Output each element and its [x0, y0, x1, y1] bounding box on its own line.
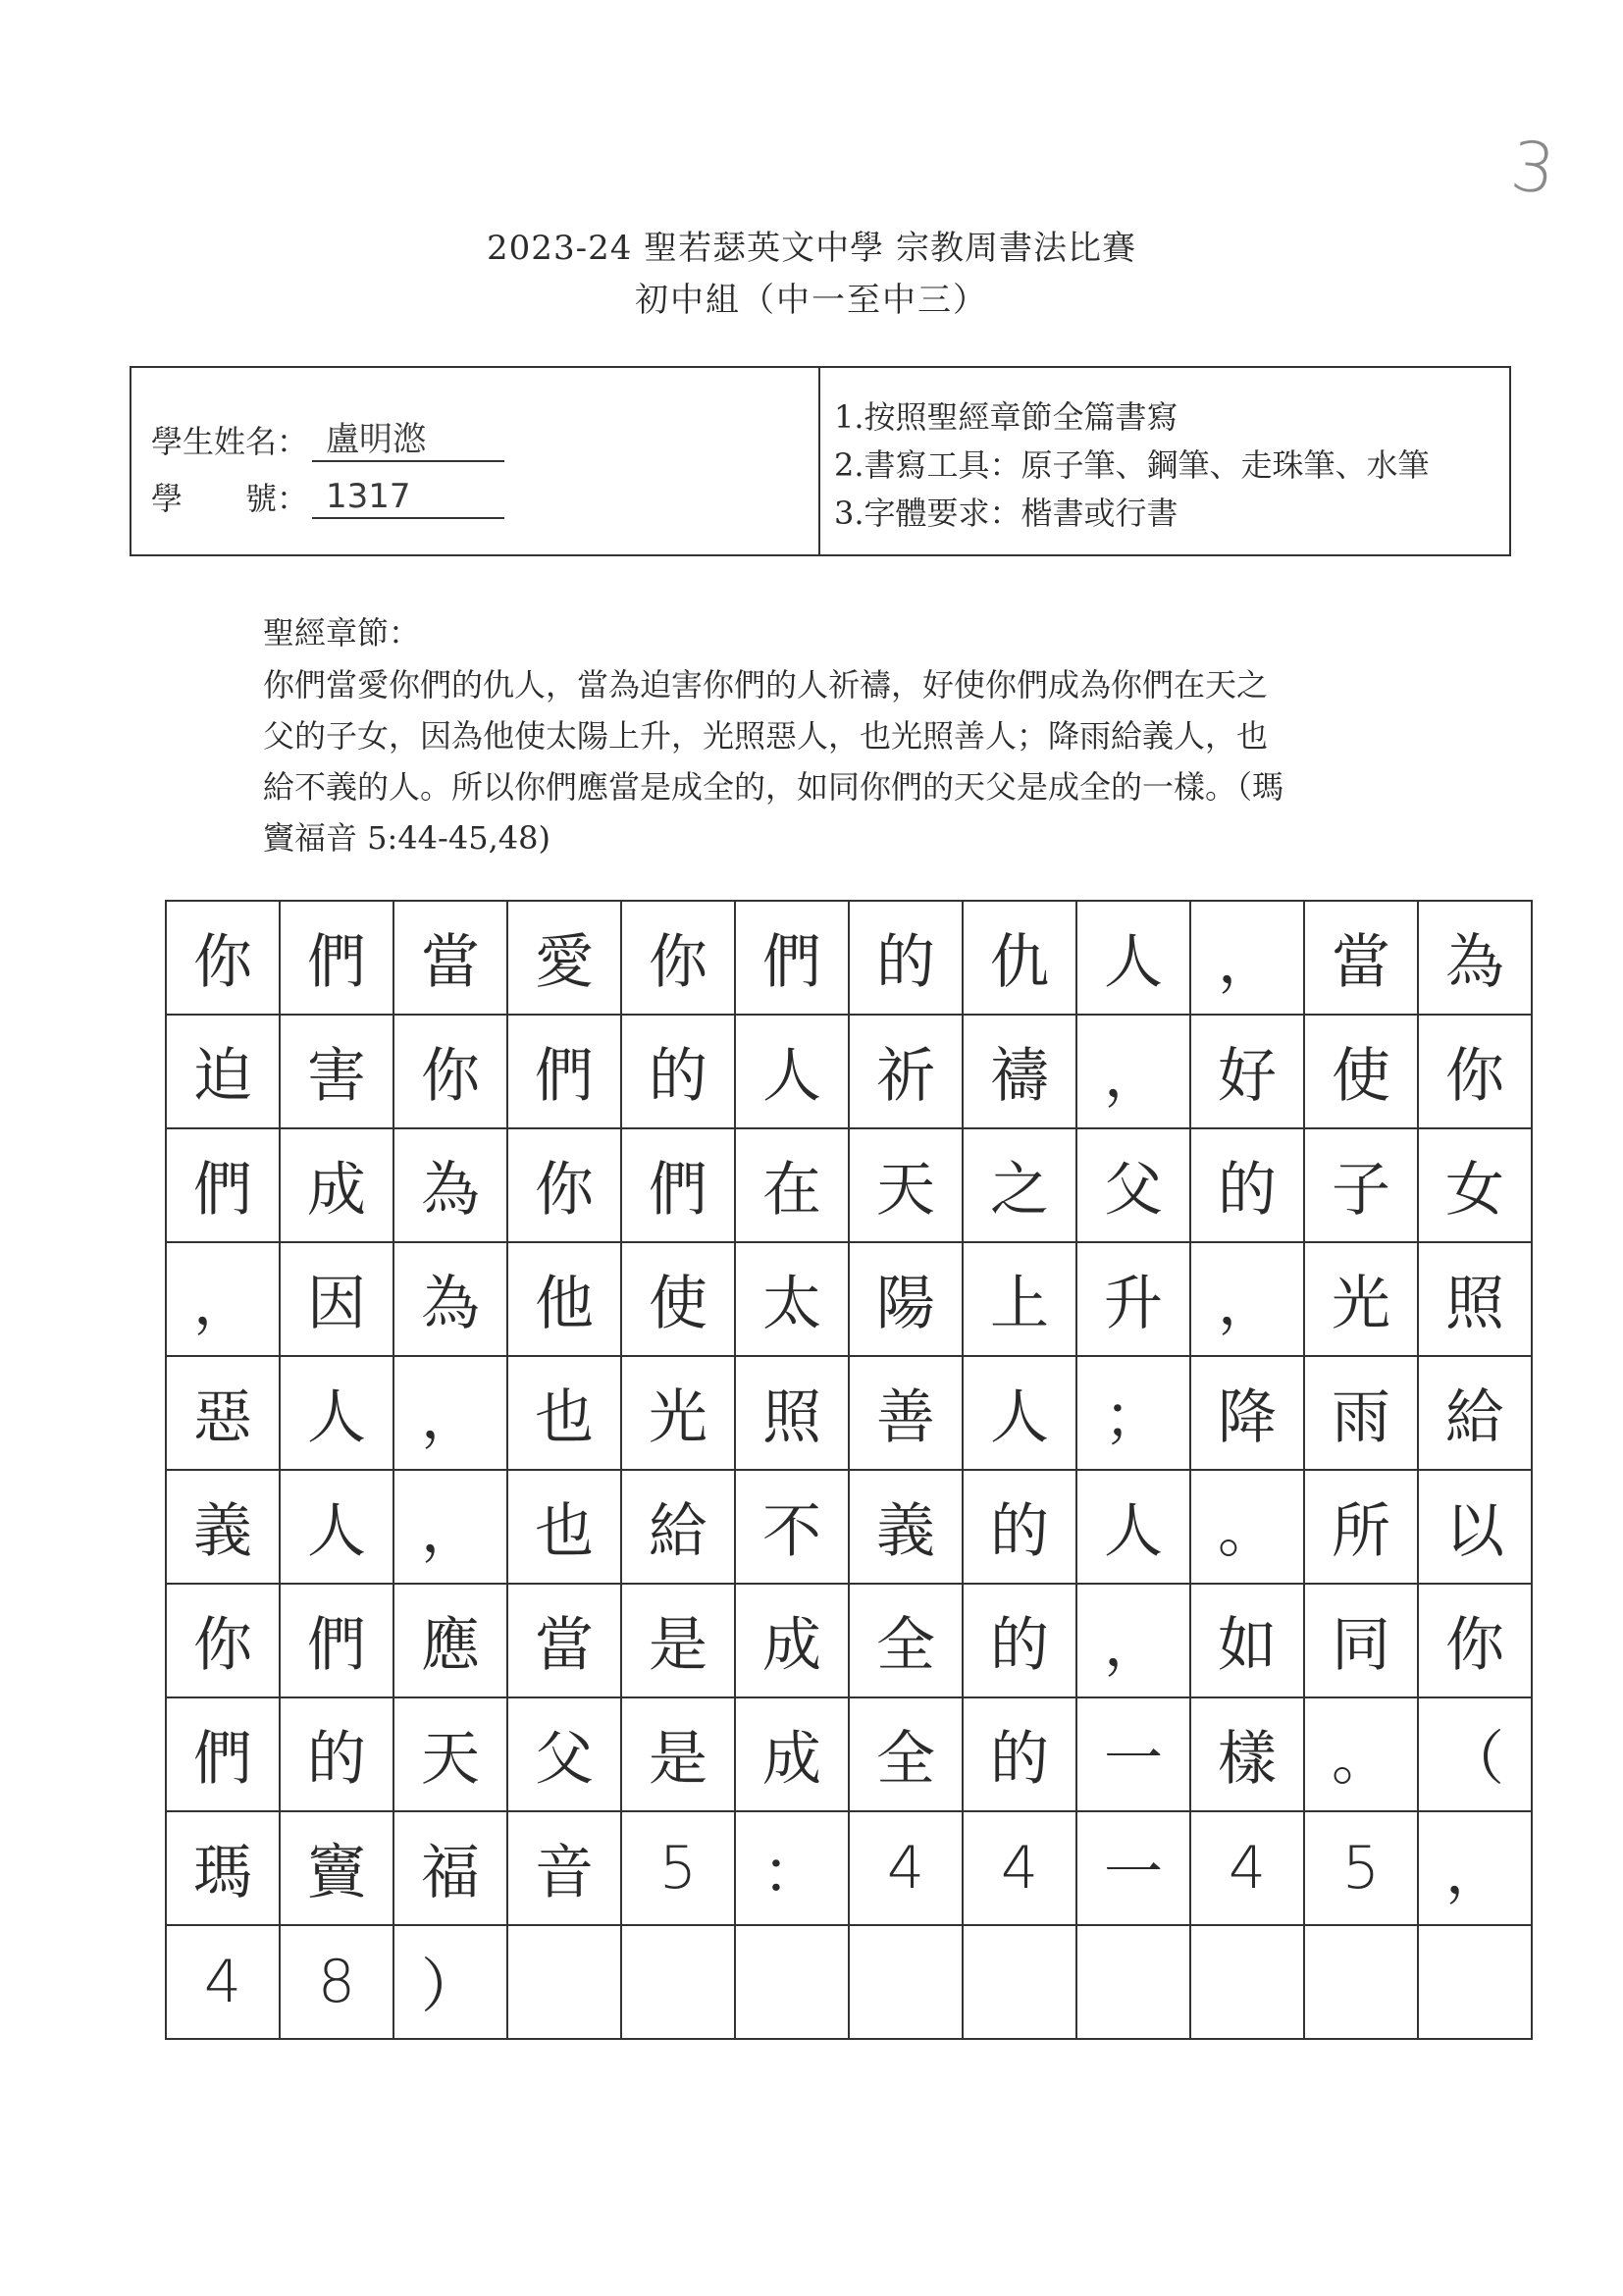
grid-cell: 為 — [1418, 901, 1532, 1015]
grid-cell: 人 — [280, 1470, 393, 1584]
grid-cell: 的 — [1190, 1128, 1304, 1242]
grid-cell: 你 — [1418, 1015, 1532, 1128]
grid-cell: 全 — [849, 1584, 963, 1697]
grid-cell: ， — [1190, 901, 1304, 1015]
grid-cell: 光 — [1304, 1242, 1418, 1356]
grid-cell: 愛 — [507, 901, 621, 1015]
grid-row — [166, 1811, 1532, 1925]
grid-cell: 當 — [1304, 901, 1418, 1015]
info-box — [130, 366, 1511, 556]
grid-cell: 4 — [849, 1811, 963, 1925]
grid-cell: 的 — [621, 1015, 735, 1128]
writing-grid — [165, 900, 1533, 2040]
grid-row — [166, 1242, 1532, 1356]
grid-cell: 他 — [507, 1242, 621, 1356]
grid-cell: 人 — [735, 1015, 849, 1128]
page-subtitle: 初中組（中一至中三） — [635, 281, 988, 320]
grid-cell: ） — [393, 1925, 507, 2039]
grid-cell: 的 — [849, 901, 963, 1015]
grid-cell: 為 — [393, 1242, 507, 1356]
grid-cell: 。 — [1304, 1697, 1418, 1811]
grid-cell: 5 — [621, 1811, 735, 1925]
grid-cell: 的 — [963, 1584, 1076, 1697]
grid-cell: ， — [393, 1356, 507, 1470]
grid-cell: 的 — [963, 1697, 1076, 1811]
grid-row — [166, 1925, 1532, 2039]
grid-cell: 竇 — [280, 1811, 393, 1925]
grid-cell: 們 — [280, 1584, 393, 1697]
passage-label: 聖經章節： — [263, 614, 421, 652]
passage-line: 父的子女，因為他使太陽上升，光照惡人，也光照善人；降雨給義人，也 — [263, 717, 1269, 755]
grid-cell: 福 — [393, 1811, 507, 1925]
grid-row — [166, 1584, 1532, 1697]
grid-cell: 成 — [735, 1584, 849, 1697]
grid-cell: 你 — [393, 1015, 507, 1128]
grid-cell: 同 — [1304, 1584, 1418, 1697]
grid-cell: 8 — [280, 1925, 393, 2039]
passage-text — [263, 659, 1391, 863]
grid-cell: 也 — [507, 1356, 621, 1470]
grid-cell — [1304, 1925, 1418, 2039]
grid-cell: 惡 — [166, 1356, 280, 1470]
grid-cell: 人 — [280, 1356, 393, 1470]
grid-cell: 成 — [280, 1128, 393, 1242]
passage-line: 竇福音 5:44-45,48) — [263, 819, 550, 857]
rule-item: 1.按照聖經章節全篇書寫 — [834, 398, 1178, 436]
grid-cell: 義 — [166, 1470, 280, 1584]
grid-cell: 迫 — [166, 1015, 280, 1128]
grid-cell: ， — [1076, 1584, 1190, 1697]
id-row — [151, 474, 504, 519]
grid-cell: 成 — [735, 1697, 849, 1811]
grid-cell: ； — [1076, 1356, 1190, 1470]
grid-cell: 是 — [621, 1697, 735, 1811]
grid-cell: 天 — [849, 1128, 963, 1242]
grid-cell: 你 — [166, 901, 280, 1015]
grid-cell: 害 — [280, 1015, 393, 1128]
id-label: 學 號： — [151, 480, 309, 517]
rule-item: 2.書寫工具：原子筆、鋼筆、走珠筆、水筆 — [834, 446, 1430, 484]
grid-cell — [1190, 1925, 1304, 2039]
grid-cell: 的 — [280, 1697, 393, 1811]
grid-cell: 們 — [507, 1015, 621, 1128]
grid-cell: ， — [393, 1470, 507, 1584]
grid-cell: 4 — [1190, 1811, 1304, 1925]
passage-line: 你們當愛你們的仇人，當為迫害你們的人祈禱，好使你們成為你們在天之 — [263, 666, 1269, 704]
grid-cell: 父 — [507, 1697, 621, 1811]
grid-cell: 你 — [166, 1584, 280, 1697]
grid-row — [166, 1356, 1532, 1470]
grid-cell — [1418, 1925, 1532, 2039]
grid-cell: 太 — [735, 1242, 849, 1356]
grid-cell: 女 — [1418, 1128, 1532, 1242]
grid-cell: ， — [1190, 1242, 1304, 1356]
grid-cell: 升 — [1076, 1242, 1190, 1356]
grid-cell: 們 — [621, 1128, 735, 1242]
grid-cell: 們 — [735, 901, 849, 1015]
grid-cell: 樣 — [1190, 1697, 1304, 1811]
grid-row — [166, 1470, 1532, 1584]
page-title: 2023-24 聖若瑟英文中學 宗教周書法比賽 — [487, 229, 1136, 268]
grid-cell: ， — [166, 1242, 280, 1356]
grid-cell: 上 — [963, 1242, 1076, 1356]
grid-cell: 以 — [1418, 1470, 1532, 1584]
grid-cell — [1076, 1925, 1190, 2039]
grid-cell — [507, 1925, 621, 2039]
grid-cell: 們 — [166, 1697, 280, 1811]
rule-item: 3.字體要求：楷書或行書 — [834, 495, 1178, 532]
grid-cell: ， — [1076, 1015, 1190, 1128]
grid-cell: 人 — [1076, 901, 1190, 1015]
name-row — [151, 417, 504, 462]
grid-cell: 之 — [963, 1128, 1076, 1242]
grid-cell: 全 — [849, 1697, 963, 1811]
grid-cell — [963, 1925, 1076, 2039]
grid-cell: 給 — [621, 1470, 735, 1584]
passage-line: 給不義的人。所以你們應當是成全的，如同你們的天父是成全的一樣。（瑪 — [263, 768, 1284, 806]
grid-cell: 你 — [621, 901, 735, 1015]
grid-row — [166, 1697, 1532, 1811]
grid-cell: 4 — [166, 1925, 280, 2039]
grid-cell: 照 — [1418, 1242, 1532, 1356]
grid-cell: 也 — [507, 1470, 621, 1584]
grid-row — [166, 1015, 1532, 1128]
grid-cell: 為 — [393, 1128, 507, 1242]
grid-cell: 不 — [735, 1470, 849, 1584]
student-info — [131, 368, 820, 554]
grid-cell: 一 — [1076, 1697, 1190, 1811]
rules-list — [820, 368, 1509, 554]
grid-cell: 你 — [507, 1128, 621, 1242]
grid-cell: 音 — [507, 1811, 621, 1925]
page-number-mark: 3 — [1506, 125, 1559, 211]
grid-cell: 的 — [963, 1470, 1076, 1584]
grid-cell: 瑪 — [166, 1811, 280, 1925]
grid-cell: 因 — [280, 1242, 393, 1356]
grid-cell: 禱 — [963, 1015, 1076, 1128]
grid-cell: 如 — [1190, 1584, 1304, 1697]
grid-cell: 人 — [1076, 1470, 1190, 1584]
grid-cell: 子 — [1304, 1128, 1418, 1242]
grid-cell: 照 — [735, 1356, 849, 1470]
grid-cell: 祈 — [849, 1015, 963, 1128]
grid-cell: 應 — [393, 1584, 507, 1697]
grid-cell: 使 — [621, 1242, 735, 1356]
grid-cell: 好 — [1190, 1015, 1304, 1128]
grid-cell: 。 — [1190, 1470, 1304, 1584]
grid-cell: 義 — [849, 1470, 963, 1584]
grid-cell: 們 — [166, 1128, 280, 1242]
grid-cell: 陽 — [849, 1242, 963, 1356]
grid-row — [166, 1128, 1532, 1242]
grid-cell: 使 — [1304, 1015, 1418, 1128]
grid-cell: 們 — [280, 901, 393, 1015]
grid-cell: 降 — [1190, 1356, 1304, 1470]
grid-cell: 你 — [1418, 1584, 1532, 1697]
grid-cell: 所 — [1304, 1470, 1418, 1584]
grid-cell: 在 — [735, 1128, 849, 1242]
grid-cell: 父 — [1076, 1128, 1190, 1242]
grid-cell: 是 — [621, 1584, 735, 1697]
grid-cell: 天 — [393, 1697, 507, 1811]
grid-cell: 雨 — [1304, 1356, 1418, 1470]
grid-cell: 善 — [849, 1356, 963, 1470]
grid-cell: ： — [735, 1811, 849, 1925]
id-field[interactable]: 1317 — [312, 476, 504, 519]
name-field[interactable]: 盧明滺 — [312, 419, 504, 462]
grid-cell: ， — [1418, 1811, 1532, 1925]
grid-cell: 仇 — [963, 901, 1076, 1015]
grid-cell — [849, 1925, 963, 2039]
grid-cell: 4 — [963, 1811, 1076, 1925]
grid-cell: 5 — [1304, 1811, 1418, 1925]
grid-row — [166, 901, 1532, 1015]
name-label: 學生姓名： — [151, 423, 309, 460]
grid-cell: 給 — [1418, 1356, 1532, 1470]
grid-cell — [735, 1925, 849, 2039]
grid-cell: 當 — [393, 901, 507, 1015]
grid-cell: （ — [1418, 1697, 1532, 1811]
grid-cell — [621, 1925, 735, 2039]
grid-cell: 人 — [963, 1356, 1076, 1470]
grid-cell: 光 — [621, 1356, 735, 1470]
grid-cell: 當 — [507, 1584, 621, 1697]
grid-cell: 一 — [1076, 1811, 1190, 1925]
